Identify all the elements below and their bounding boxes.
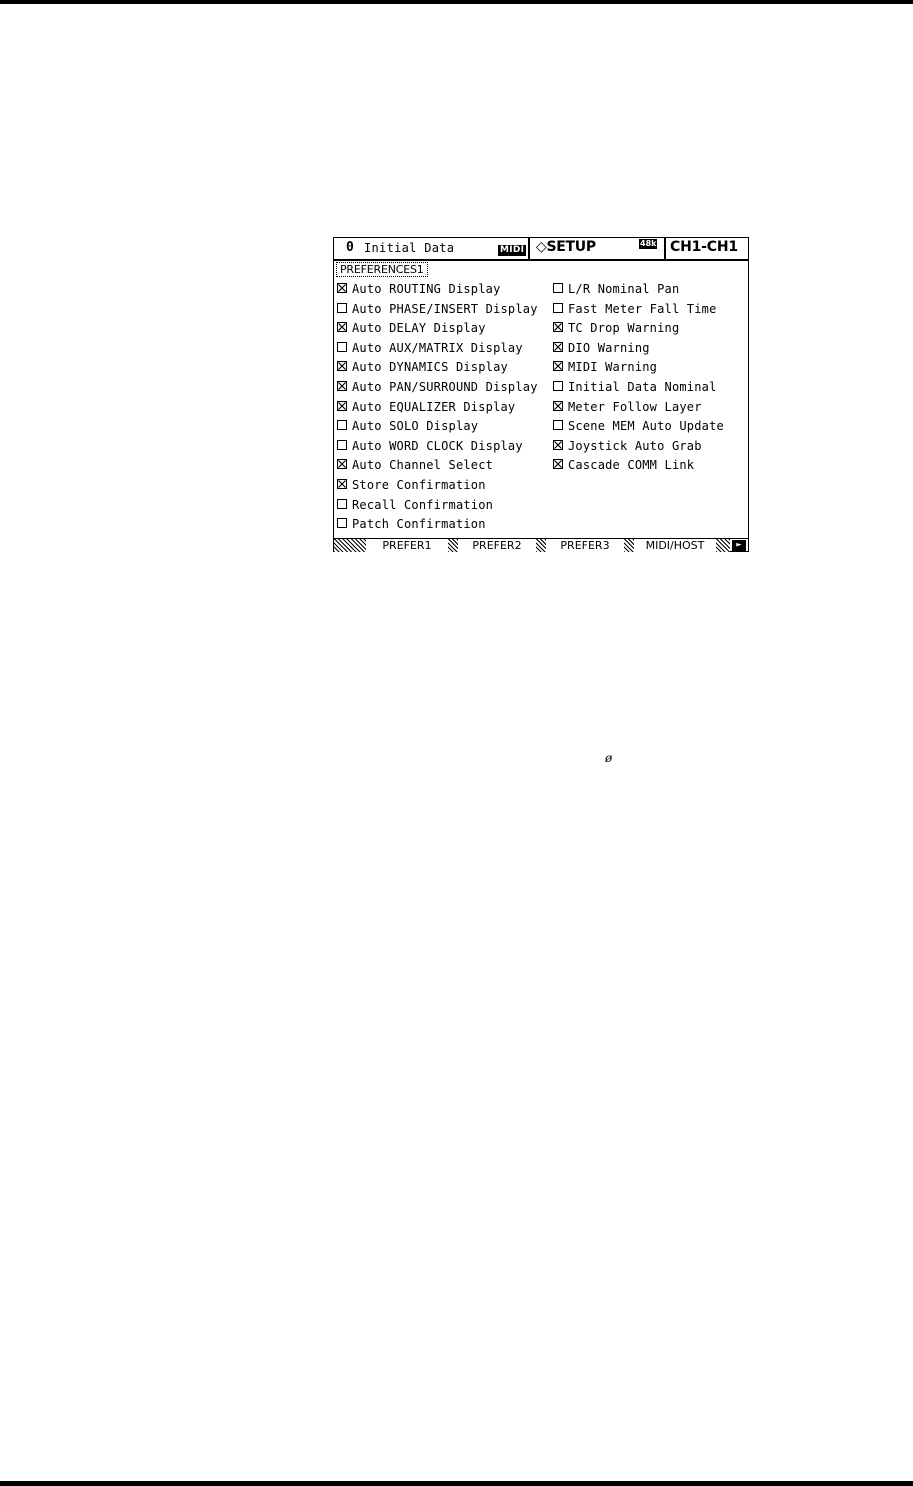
- scene-title: Initial Data: [364, 241, 455, 255]
- checkbox-checked-icon[interactable]: [553, 322, 563, 332]
- lcd-header: [334, 238, 748, 261]
- lcd-screen: [333, 237, 749, 552]
- preference-option[interactable]: [337, 280, 501, 298]
- checkbox-checked-icon[interactable]: [553, 342, 563, 352]
- checkbox-checked-icon[interactable]: [337, 459, 347, 469]
- checkbox-unchecked-icon[interactable]: [553, 420, 563, 430]
- preference-option-label: Cascade COMM Link: [568, 458, 695, 473]
- page-top-rule: [0, 0, 913, 4]
- preference-option[interactable]: [337, 300, 538, 318]
- midi-indicator: MIDI: [500, 245, 525, 255]
- section-label: PREFERENCES1: [336, 262, 428, 277]
- tab-label: MIDI/HOST: [645, 539, 705, 552]
- checkbox-checked-icon[interactable]: [337, 401, 347, 411]
- preference-option[interactable]: [337, 515, 486, 533]
- preference-option-label: Auto ROUTING Display: [352, 282, 501, 296]
- preference-option[interactable]: [337, 496, 493, 514]
- preference-option-label: Auto AUX/MATRIX Display: [352, 340, 523, 355]
- stray-symbol: ø: [605, 751, 613, 765]
- diamond-icon: ◇: [536, 239, 547, 255]
- tab-prefer2[interactable]: [458, 539, 536, 552]
- preference-option-label: DIO Warning: [568, 340, 650, 355]
- tab-label: PREFER1: [382, 539, 432, 552]
- preference-option[interactable]: [337, 456, 493, 474]
- preference-option[interactable]: [553, 358, 657, 376]
- checkbox-unchecked-icon[interactable]: [553, 303, 563, 313]
- checkbox-checked-icon[interactable]: [337, 381, 347, 391]
- tab-label: PREFER2: [472, 539, 522, 552]
- preference-option[interactable]: [337, 378, 538, 396]
- preference-option-label: Scene MEM Auto Update: [568, 419, 724, 434]
- preference-option[interactable]: [337, 319, 486, 337]
- preference-option[interactable]: [553, 319, 679, 337]
- checkbox-checked-icon[interactable]: [553, 440, 563, 450]
- checkbox-checked-icon[interactable]: [553, 401, 563, 411]
- preference-option-label: Auto EQUALIZER Display: [352, 399, 516, 414]
- checkbox-unchecked-icon[interactable]: [337, 303, 347, 313]
- checkbox-checked-icon[interactable]: [337, 283, 347, 293]
- checkbox-checked-icon[interactable]: [553, 459, 563, 469]
- preference-option[interactable]: [553, 280, 679, 298]
- checkbox-unchecked-icon[interactable]: [337, 420, 347, 430]
- checkbox-checked-icon[interactable]: [337, 361, 347, 371]
- preference-option-label: TC Drop Warning: [568, 321, 680, 336]
- checkbox-checked-icon[interactable]: [337, 479, 347, 489]
- preference-option-label: Auto DYNAMICS Display: [352, 360, 508, 375]
- preference-option[interactable]: [337, 417, 478, 435]
- preference-option[interactable]: [553, 300, 717, 318]
- preference-option[interactable]: [553, 437, 702, 455]
- preference-option[interactable]: [553, 339, 650, 357]
- checkbox-unchecked-icon[interactable]: [337, 342, 347, 352]
- preference-option[interactable]: [553, 456, 694, 474]
- tab-filler: [334, 539, 366, 552]
- preference-option[interactable]: [337, 358, 508, 376]
- preference-option-label: L/R Nominal Pan: [568, 282, 680, 296]
- preference-option[interactable]: [553, 398, 702, 416]
- checkbox-unchecked-icon[interactable]: [337, 440, 347, 450]
- preference-option-label: Recall Confirmation: [352, 497, 494, 512]
- preference-option-label: Store Confirmation: [352, 478, 486, 492]
- preference-option-label: Auto WORD CLOCK Display: [352, 438, 523, 453]
- tab-prefer1[interactable]: [366, 539, 448, 552]
- preference-option-label: Auto DELAY Display: [352, 321, 486, 336]
- tab-bar: [334, 538, 748, 552]
- preference-option[interactable]: [337, 339, 523, 357]
- tab-label: PREFER3: [560, 539, 610, 552]
- preference-option-label: Joystick Auto Grab: [568, 438, 702, 453]
- checkbox-unchecked-icon[interactable]: [337, 518, 347, 528]
- preference-option[interactable]: [553, 417, 724, 435]
- preference-option-label: Meter Follow Layer: [568, 399, 702, 414]
- scene-number: 0: [346, 240, 354, 255]
- preference-option-label: Auto PAN/SURROUND Display: [352, 380, 538, 394]
- preference-option[interactable]: [337, 437, 523, 455]
- tab-prefer3[interactable]: [546, 539, 624, 552]
- tab-separator: [716, 539, 730, 552]
- sample-rate-badge: 48k: [640, 239, 657, 248]
- tab-separator: [536, 539, 546, 552]
- scene-display: [334, 238, 528, 259]
- page-name: [536, 239, 596, 255]
- preference-option[interactable]: [337, 398, 515, 416]
- header-divider: [664, 238, 666, 259]
- preference-option-label: Fast Meter Fall Time: [568, 301, 717, 316]
- preference-option[interactable]: [553, 378, 717, 396]
- preference-option-label: Auto SOLO Display: [352, 419, 479, 434]
- checkbox-checked-icon[interactable]: [553, 361, 563, 371]
- channel-range: CH1-CH1: [670, 239, 738, 255]
- checkbox-checked-icon[interactable]: [337, 322, 347, 332]
- header-divider: [528, 238, 530, 259]
- tab-midi-host[interactable]: [634, 539, 716, 552]
- preference-option-label: Initial Data Nominal: [568, 380, 717, 394]
- preference-option-label: MIDI Warning: [568, 360, 658, 375]
- tab-separator: [448, 539, 458, 552]
- preference-option-label: Patch Confirmation: [352, 517, 486, 532]
- tab-separator: [624, 539, 634, 552]
- preference-option[interactable]: [337, 476, 486, 494]
- checkbox-unchecked-icon[interactable]: [553, 381, 563, 391]
- preference-option-label: Auto PHASE/INSERT Display: [352, 301, 538, 316]
- checkbox-unchecked-icon[interactable]: [337, 499, 347, 509]
- next-tab-arrow-icon[interactable]: ►: [732, 540, 746, 551]
- checkbox-unchecked-icon[interactable]: [553, 283, 563, 293]
- page-name-label: SETUP: [546, 239, 596, 255]
- page-bottom-rule: [0, 1481, 913, 1486]
- preference-option-label: Auto Channel Select: [352, 458, 494, 473]
